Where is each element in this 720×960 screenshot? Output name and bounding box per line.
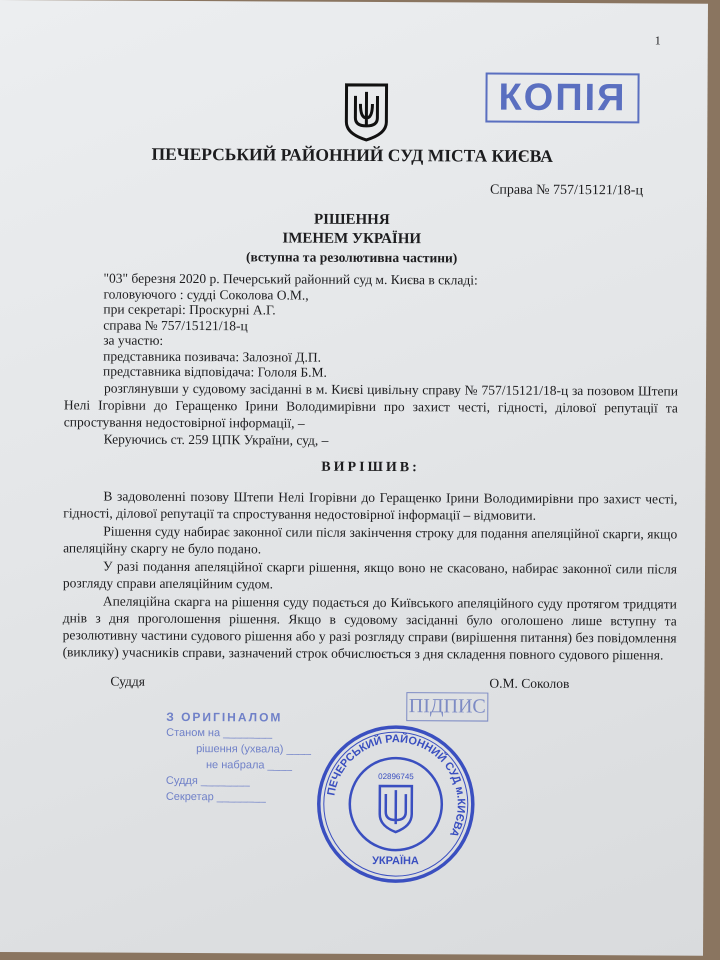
resolution-paragraph: У разі подання апеляційної скарги рішення, якщо воно не скасовано, набирає законної сили після розгляду справи апеляційним судом. bbox=[62, 558, 678, 591]
resolution-paragraph: Апеляційна скарга на рішення суду подається до Київського апеляційного суду протягом тридцяти днів з дня проголошення рішення. Якщо в судовому засіданні було оголошено лише вступну та резолютивну частини судового рішення або у разі розгляду справи (вирішення питання) без повідомлення (виклику) учасників справи, зазначений строк обчислюється з дня складення повного судового рішення. bbox=[62, 593, 677, 662]
court-seal-icon bbox=[315, 724, 476, 885]
intro-line: справа № 757/15121/18-ц bbox=[103, 317, 248, 333]
judge-label: Суддя bbox=[110, 673, 145, 689]
coat-of-arms-icon bbox=[343, 82, 389, 142]
original-stamp-line: Станом на ________ bbox=[166, 726, 273, 740]
original-stamp-heading: З ОРИГІНАЛОМ bbox=[166, 709, 283, 725]
signature-stamp: ПІДПИС bbox=[406, 692, 488, 721]
case-number: Справа № 757/15121/18-ц bbox=[489, 182, 644, 199]
resolution-paragraph: Рішення суду набирає законної сили після закінчення строку для подання апеляційної скарги, якщо апеляційну скаргу не було подано. bbox=[63, 523, 678, 556]
page-number: 1 bbox=[654, 33, 661, 48]
seal-code: 02896745 bbox=[378, 771, 414, 782]
decision-subtitle: ІМЕНЕМ УКРАЇНИ bbox=[282, 230, 422, 248]
signature-row bbox=[62, 672, 676, 693]
original-stamp bbox=[166, 709, 311, 806]
original-stamp-line: рішення (ухвала) ____ bbox=[196, 743, 312, 756]
court-title: ПЕЧЕРСЬКИЙ РАЙОННИЙ СУД МІСТА КИЄВА bbox=[151, 143, 553, 166]
decision-title: РІШЕННЯ bbox=[313, 211, 390, 229]
seal-ring-text: ПЕЧЕРСЬКИЙ РАЙОННИЙ СУД м.КИЄВА bbox=[325, 733, 467, 839]
original-stamp-line: не набрала ____ bbox=[205, 759, 293, 772]
resolution-paragraph: В задоволенні позову Штепи Нелі Ігорівни до Геращенко Ірини Володимирівни про захист честі, гідності, ділової репутації та спростування недостовірної інформації – відмовити. bbox=[63, 488, 678, 523]
decision-parts: (вступна та резолютивна частини) bbox=[245, 249, 458, 266]
original-stamp-line: Суддя ________ bbox=[165, 774, 250, 788]
intro-line: головуючого : судді Соколова О.М., bbox=[103, 286, 309, 303]
intro-line: при секретарі: Проскурні А.Г. bbox=[103, 301, 276, 318]
considered-paragraph: розглянувши у судовому засіданні в м. Києві цивільну справу № 757/15121/18-ц за позовом Штепи Нелі Ігорівни до Геращенко Ірини Володимирівни про захист честі, гідності, ділової репутації та спростування недостовірної інформації, – bbox=[63, 380, 679, 431]
judge-name: О.М. Соколов bbox=[489, 675, 570, 691]
decision-body bbox=[62, 270, 678, 693]
copy-stamp: КОПІЯ bbox=[485, 73, 639, 124]
intro-line: представника відповідача: Гололя Б.М. bbox=[103, 363, 328, 380]
resolved-heading: ВИРІШИВ: bbox=[321, 459, 420, 475]
intro-line: за участю: bbox=[103, 332, 164, 348]
guided-paragraph: Керуючись ст. 259 ЦПК України, суд, – bbox=[103, 431, 329, 448]
intro-line: представника позивача: Залозної Д.П. bbox=[103, 348, 322, 365]
intro-line: "03" березня 2020 р. Печерський районний суд м. Києва в складі: bbox=[103, 270, 478, 288]
intro-block bbox=[64, 270, 679, 382]
seal-bottom-text: УКРАЇНА bbox=[372, 854, 419, 868]
original-stamp-line: Секретар ________ bbox=[165, 790, 266, 804]
